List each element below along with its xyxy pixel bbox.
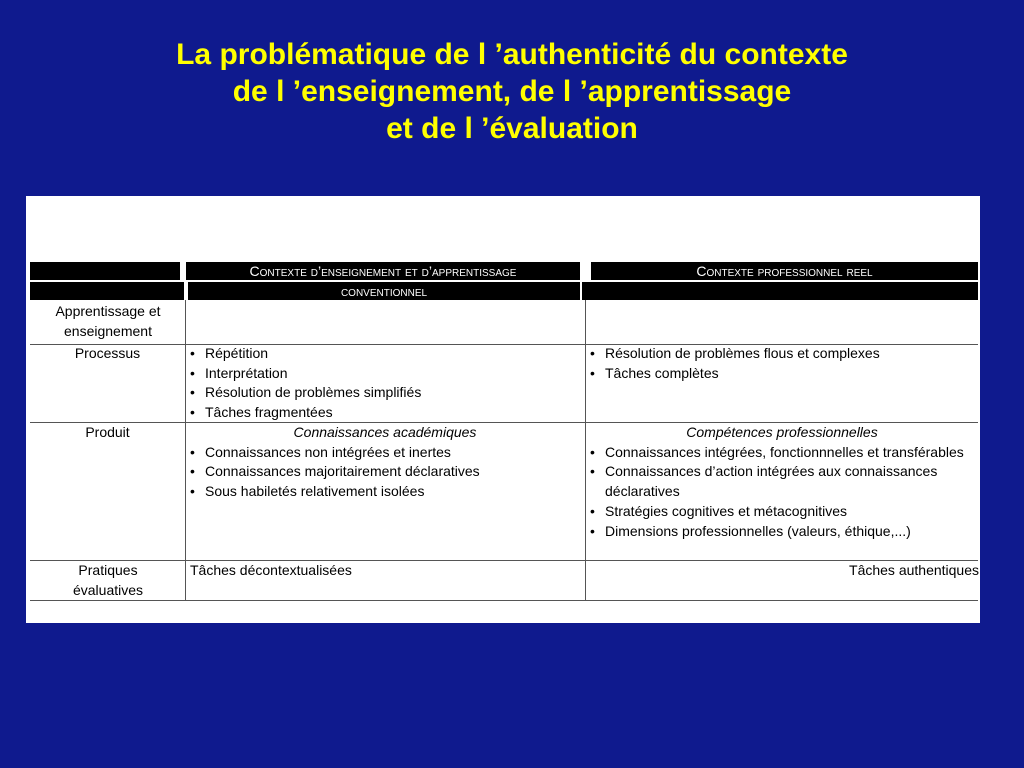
pratiques-conventional-cell: Tâches décontextualisées	[190, 562, 352, 578]
list-item: • Tâches complètes	[586, 364, 978, 384]
list-item: • Répétition	[186, 344, 584, 364]
slide-title-line-3: et de l ’évaluation	[386, 112, 638, 145]
list-item: • Résolution de problèmes simplifiés	[186, 383, 584, 403]
produit-professional-list	[586, 443, 978, 542]
list-item: • Résolution de problèmes flous et complexes	[586, 344, 978, 364]
list-item: • Connaissances d’action intégrées aux connaissances déclaratives	[586, 462, 978, 501]
slide-title	[0, 36, 1024, 147]
produit-conventional-heading: Connaissances académiques	[293, 424, 477, 440]
header-professional-cell-2	[582, 282, 978, 300]
list-item: • Interprétation	[186, 364, 584, 384]
list-item: • Tâches fragmentées	[186, 403, 584, 423]
processus-conventional-cell	[186, 344, 584, 423]
header-corner-cell-2	[30, 282, 184, 300]
slide-title-line-2: de l ’enseignement, de l ’apprentissage	[232, 75, 792, 108]
header-conventional-line-1: Contexte d’enseignement et d’apprentissage	[249, 263, 517, 279]
row-label-apprentissage: Apprentissage et enseignement	[55, 303, 161, 339]
header-separator	[183, 262, 184, 280]
header-corner-cell	[30, 262, 180, 280]
processus-conventional-list	[186, 344, 584, 423]
list-item: • Connaissances majoritairement déclaratives	[186, 462, 584, 482]
produit-professional-heading: Compétences professionnelles	[686, 424, 878, 440]
list-item: • Sous habiletés relativement isolées	[186, 482, 584, 502]
table-rule	[30, 600, 978, 601]
header-professional-cell	[591, 262, 978, 280]
pratiques-professional-cell: Tâches authentiques	[849, 562, 979, 578]
comparison-table-panel	[26, 196, 980, 623]
header-professional-label: Contexte professionnel reel	[696, 263, 873, 279]
row-label-pratiques: Pratiques évaluatives	[72, 562, 144, 598]
processus-professional-cell	[586, 344, 978, 383]
slide-title-line-1: La problématique de l ’authenticité du contexte	[176, 38, 848, 71]
list-item: • Connaissances intégrées, fonctionnnelles et transférables	[586, 443, 978, 463]
header-separator	[581, 262, 582, 280]
list-item: • Dimensions professionnelles (valeurs, éthique,...)	[586, 522, 978, 542]
header-conventional-cell	[186, 262, 580, 280]
produit-professional-cell	[586, 423, 978, 541]
processus-professional-list	[586, 344, 978, 383]
header-conventional-line-2: conventionnel	[340, 283, 428, 299]
produit-conventional-list	[186, 443, 584, 502]
row-label-produit: Produit	[85, 424, 130, 440]
list-item: • Stratégies cognitives et métacognitives	[586, 502, 978, 522]
row-label-processus: Processus	[74, 345, 141, 361]
header-conventional-cell-2	[188, 282, 580, 300]
header-separator	[590, 262, 591, 280]
list-item: • Connaissances non intégrées et inertes	[186, 443, 584, 463]
produit-conventional-cell	[186, 423, 584, 502]
